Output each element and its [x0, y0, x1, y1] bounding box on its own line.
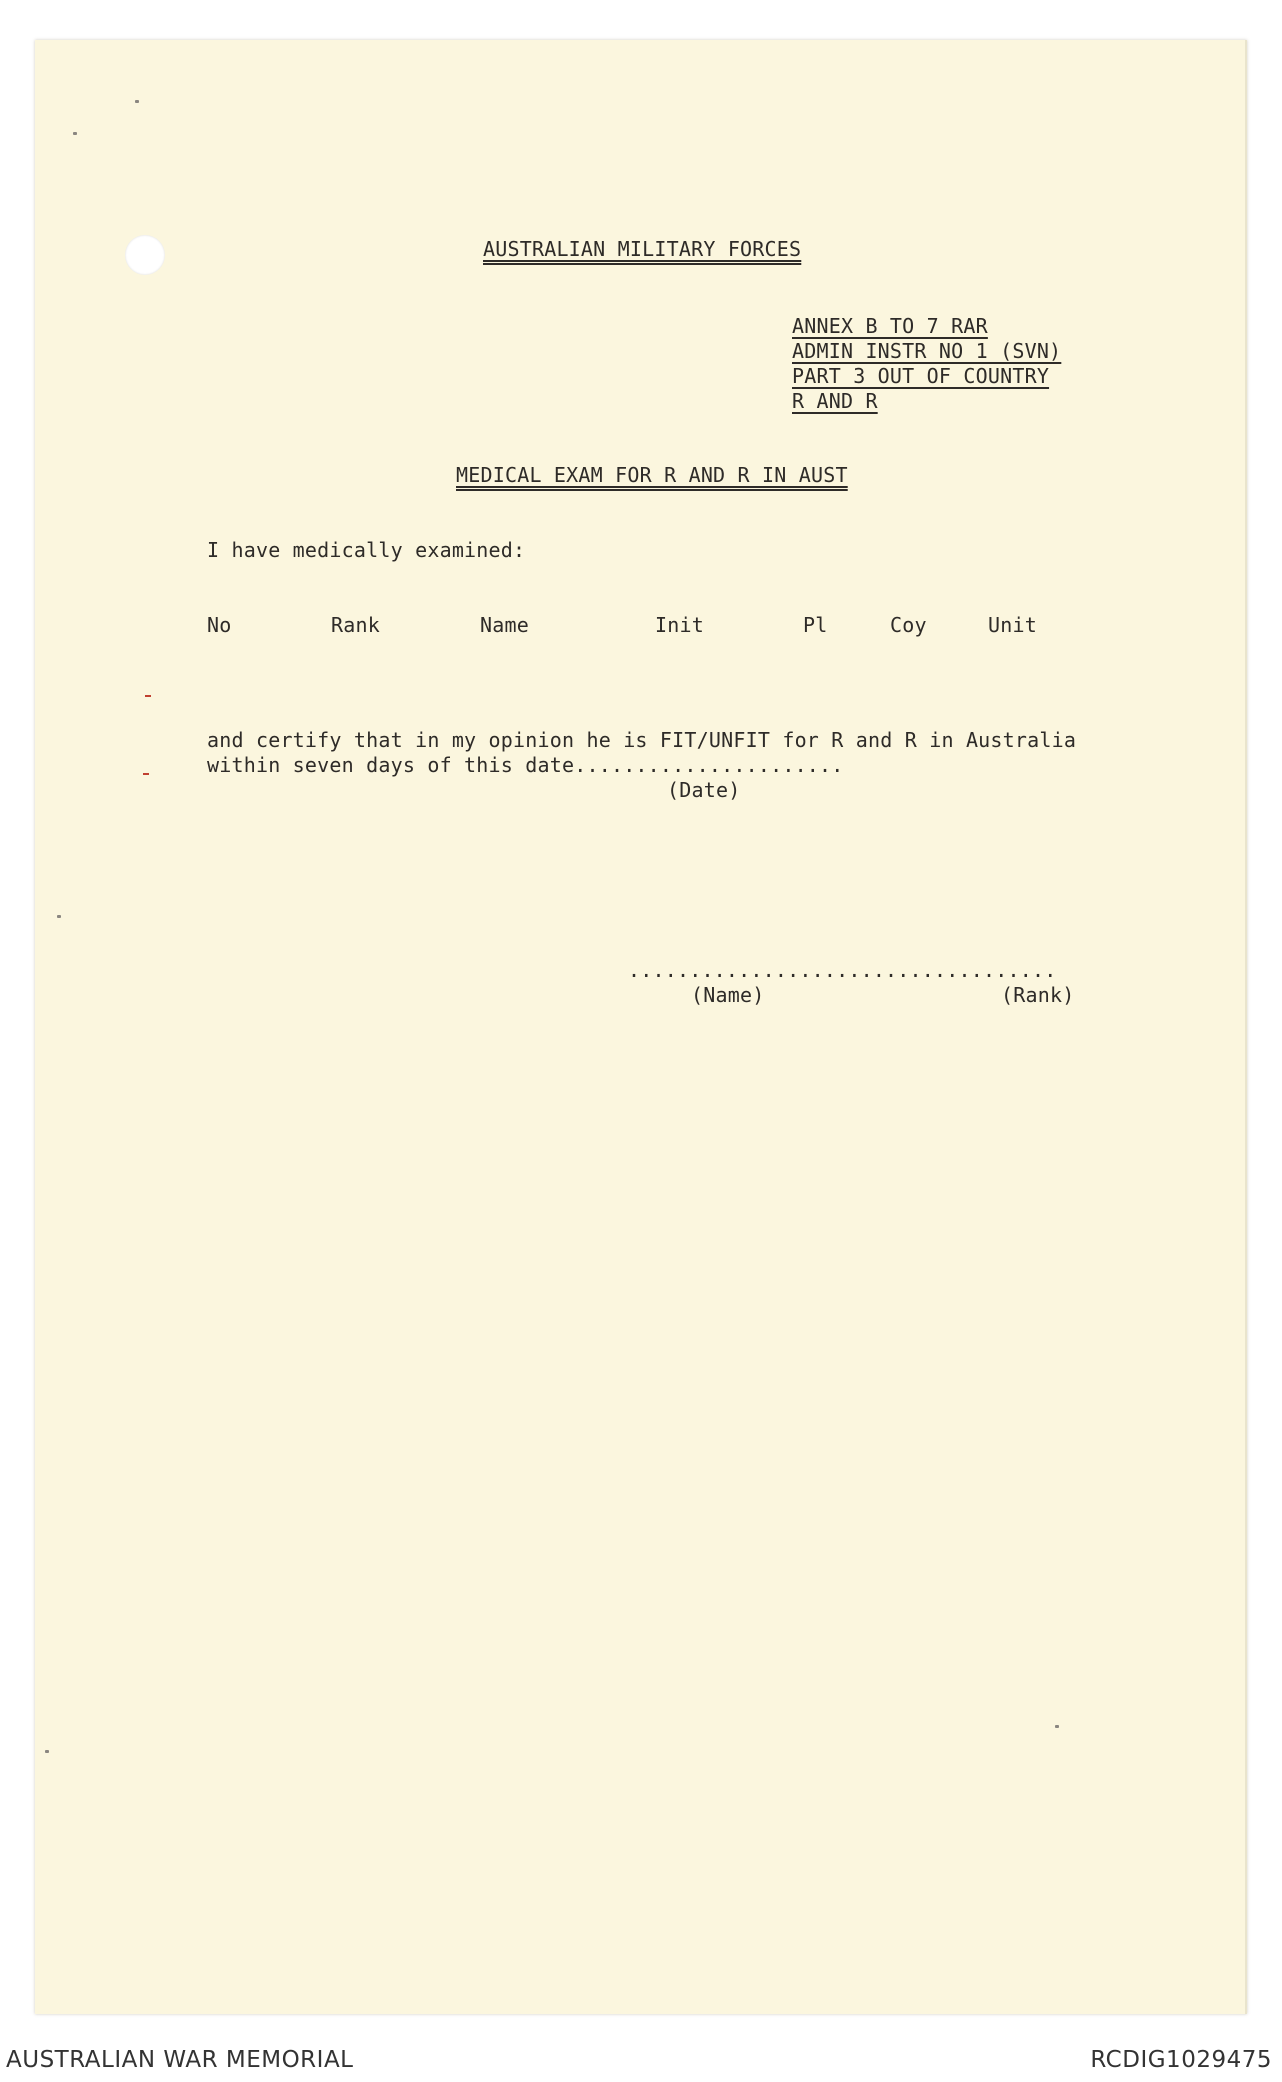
field-label-coy: Coy: [890, 613, 927, 637]
paper-mark: [1055, 1725, 1059, 1728]
punch-hole: [125, 235, 165, 275]
date-caption: (Date): [667, 778, 741, 802]
reference-line-4: R AND R: [792, 389, 878, 413]
reference-line-2: ADMIN INSTR NO 1 (SVN): [792, 339, 1062, 363]
signature-rank-caption: (Rank): [1001, 983, 1075, 1007]
signature-name-caption: (Name): [691, 983, 765, 1007]
field-label-init: Init: [655, 613, 704, 637]
paper-mark: [143, 773, 149, 775]
field-label-name: Name: [480, 613, 529, 637]
reference-line-1: ANNEX B TO 7 RAR: [792, 314, 988, 338]
footer-catalogue-id: RCDIG1029475: [1090, 2047, 1272, 2073]
field-label-pl: Pl: [803, 613, 828, 637]
certify-text-line-1: and certify that in my opinion he is FIT/UNFIT for R and R in Australia: [207, 728, 1077, 752]
paper-mark: [135, 100, 139, 103]
document-heading: AUSTRALIAN MILITARY FORCES: [483, 237, 802, 261]
certify-text-line-2: within seven days of this date......................: [207, 753, 844, 777]
reference-line-3: PART 3 OUT OF COUNTRY: [792, 364, 1050, 388]
paper-mark: [73, 132, 77, 135]
document-page: [35, 40, 1247, 2014]
signature-line: ...................................: [628, 958, 1057, 982]
intro-text: I have medically examined:: [207, 538, 526, 562]
field-label-no: No: [207, 613, 232, 637]
paper-mark: [145, 695, 151, 697]
paper-mark: [57, 915, 61, 918]
field-label-rank: Rank: [331, 613, 380, 637]
footer-archive-name: AUSTRALIAN WAR MEMORIAL: [6, 2047, 354, 2073]
document-title: MEDICAL EXAM FOR R AND R IN AUST: [456, 463, 848, 487]
paper-mark: [45, 1750, 49, 1753]
field-label-unit: Unit: [988, 613, 1037, 637]
